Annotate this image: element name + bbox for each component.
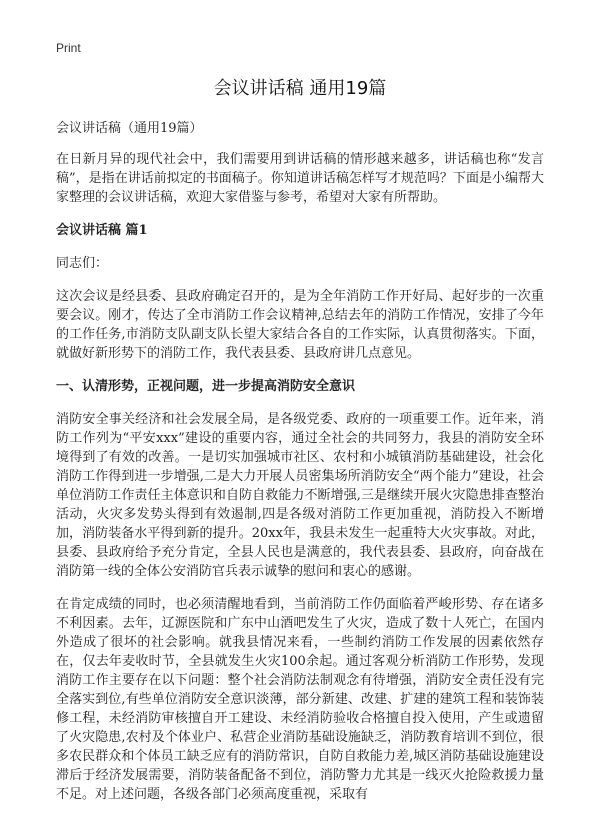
document-title: 会议讲话稿 通用19篇 <box>213 78 387 99</box>
heading-1: 一、认清形势，正视问题，进一步提高消防安全意识 <box>56 379 356 394</box>
greeting: 同志们： <box>56 256 109 271</box>
body-paragraph-3: 在肯定成绩的同时，也必须清醒地看到，当前消防工作仍面临着严峻形势、存在诸多不利因素。去年，辽源医院和广东中山酒吧发生了火灾，造成了数十人死亡，在国内外造成了很坏的社会影响。就我县情况来看，一些制约消防工作发展的因素依然存在，仅去年麦收时节，全县就发生火灾100余起。通过客观分析消防工作形势，发现消防工作主要存在以下问题：整个社会消防法制观念有待增强，消防安全责任没有完全落实到位,有些单位消防安全意识淡薄，部分新建、改建、扩建的建筑工程和装饰装修工程，未经消防审核擅自开工建设、未经消防验收合格擅自投入使用，产生或遗留了火灾隐患,农村及个体业户、私营企业消防基础设施缺乏，消防教育培训不到位，很多农民群众和个体员工缺乏应有的消防常识，自防自救能力差,城区消防基础设施建设滞后于经济发展需要，消防装备配备不到位，消防警力尤其是一线灭火抢险救援力量不足。对上述问题，各级各部门必须高度重视，采取有 <box>56 597 544 802</box>
print-link[interactable]: Print <box>56 41 81 55</box>
body-paragraph-1: 这次会议是经县委、县政府确定召开的，是为全年消防工作开好局、起好步的一次重要会议。刚才，传达了全市消防工作会议精神,总结去年的消防工作情况，安排了今年的工作任务,市消防支队副支队长望大家结合各自的工作实际，认真贯彻落实。下面，就做好新形势下的消防工作，我代表县委、县政府讲几点意见。 <box>56 289 544 361</box>
document-subtitle: 会议讲话稿（通用19篇） <box>56 121 203 136</box>
section-title: 会议讲话稿 篇1 <box>56 223 148 238</box>
intro-paragraph: 在日新月异的现代社会中，我们需要用到讲话稿的情形越来越多，讲话稿也称“发言稿”，是指在讲话前拟定的书面稿子。你知道讲话稿怎样写才规范吗？下面是小编帮大家整理的会议讲话稿，欢迎大家借鉴与参考，希望对大家有所帮助。 <box>56 152 544 205</box>
body-paragraph-2: 消防安全事关经济和社会发展全局，是各级党委、政府的一项重要工作。近年来，消防工作列为“平安xxx”建设的重要内容，通过全社会的共同努力，我县的消防安全环境得到了有效的改善。一是切实加强城市社区、农村和小城镇消防基础建设，社会化消防工作得到进一步增强,二是大力开展人员密集场所消防安全“两个能力”建设，社会单位消防工作责任主体意识和自防自救能力不断增强,三是继续开展火灾隐患排查整治活动，火灾多发势头得到有效遏制,四是各级对消防工作更加重视，消防投入不断增加，消防装备水平得到新的提升。20xx年，我县未发生一起重特大火灾事故。对此，县委、县政府给予充分肯定，全县人民也是满意的，我代表县委、县政府，向奋战在消防第一线的全体公安消防官兵表示诚挚的慰问和衷心的感谢。 <box>56 412 544 579</box>
